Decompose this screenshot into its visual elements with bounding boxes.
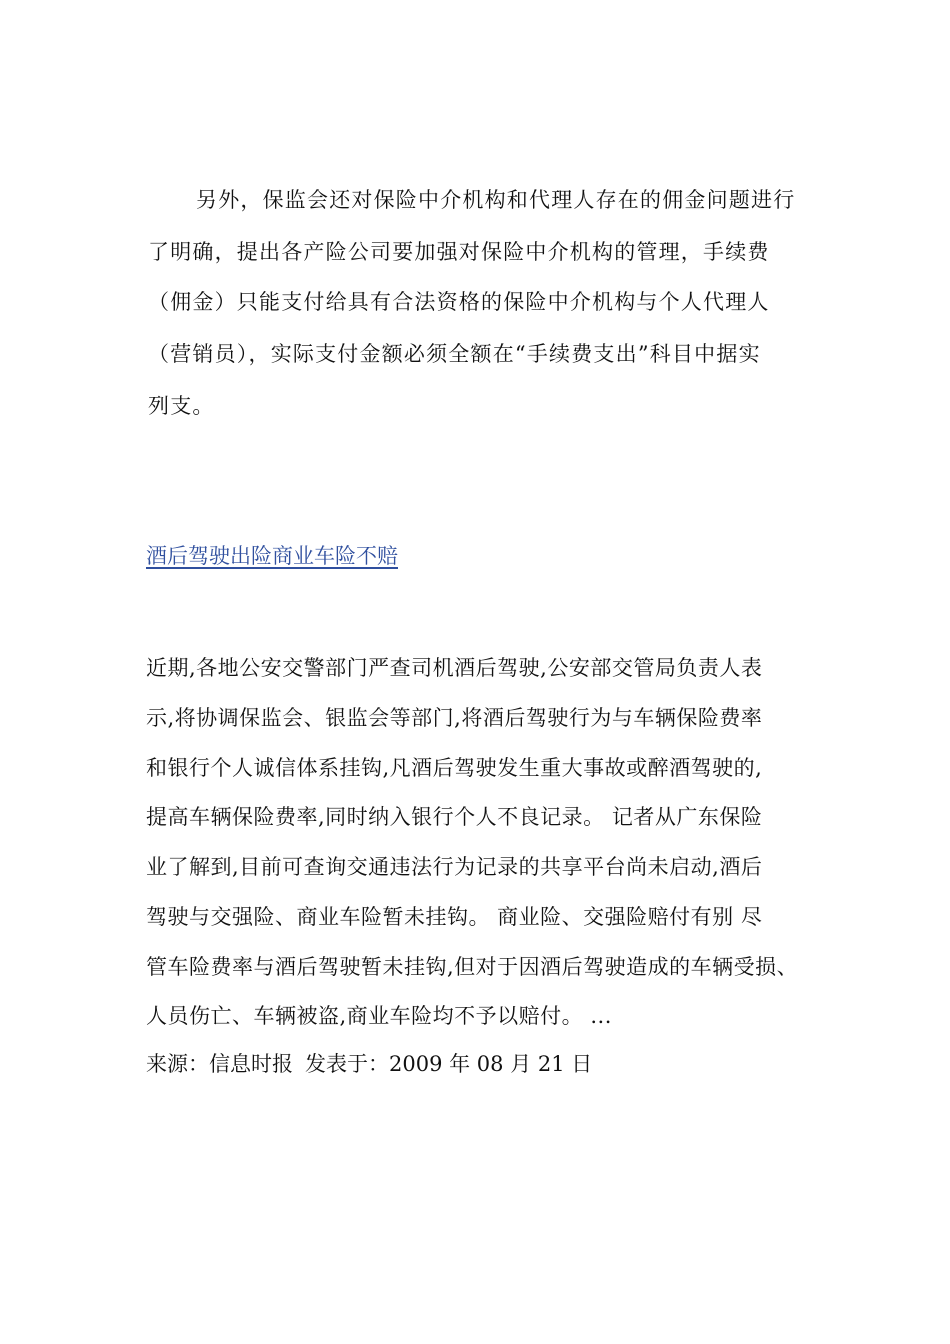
article-line: 驾驶与交强险、商业车险暂未挂钩。 商业险、交强险赔付有别 尽 <box>146 905 763 929</box>
source-line <box>146 1050 592 1078</box>
article-line: 管车险费率与酒后驾驶暂未挂钩,但对于因酒后驾驶造成的车辆受损、 <box>146 955 799 979</box>
article-line: 示,将协调保监会、银监会等部门,将酒后驾驶行为与车辆保险费率 <box>146 706 763 730</box>
article-title-link[interactable]: 酒后驾驶出险商业车险不赔 <box>146 544 398 568</box>
paragraph-line: 列支。 <box>148 394 215 418</box>
paragraph-line: （营销员），实际支付金额必须全额在“手续费支出”科目中据实 <box>148 342 761 366</box>
paragraph-line: 了明确，提出各产险公司要加强对保险中介机构的管理，手续费 <box>148 240 770 264</box>
article-line: 和银行个人诚信体系挂钩,凡酒后驾驶发生重大事故或醉酒驾驶的, <box>146 756 763 780</box>
paragraph-line: （佣金）只能支付给具有合法资格的保险中介机构与个人代理人 <box>148 290 770 314</box>
paragraph-line: 另外，保监会还对保险中介机构和代理人存在的佣金问题进行 <box>196 188 796 212</box>
article-line: 提高车辆保险费率,同时纳入银行个人不良记录。 记者从广东保险 <box>146 805 763 829</box>
article-line: 人员伤亡、车辆被盗,商业车险均不予以赔付。 ... <box>146 1004 612 1028</box>
article-line: 业了解到,目前可查询交通违法行为记录的共享平台尚未启动,酒后 <box>146 855 763 879</box>
source-label: 来源：信息时报 <box>146 1052 293 1076</box>
article-line: 近期,各地公安交警部门严查司机酒后驾驶,公安部交管局负责人表 <box>146 656 763 680</box>
publish-date: 发表于：2009 年 08 月 21 日 <box>305 1052 593 1076</box>
